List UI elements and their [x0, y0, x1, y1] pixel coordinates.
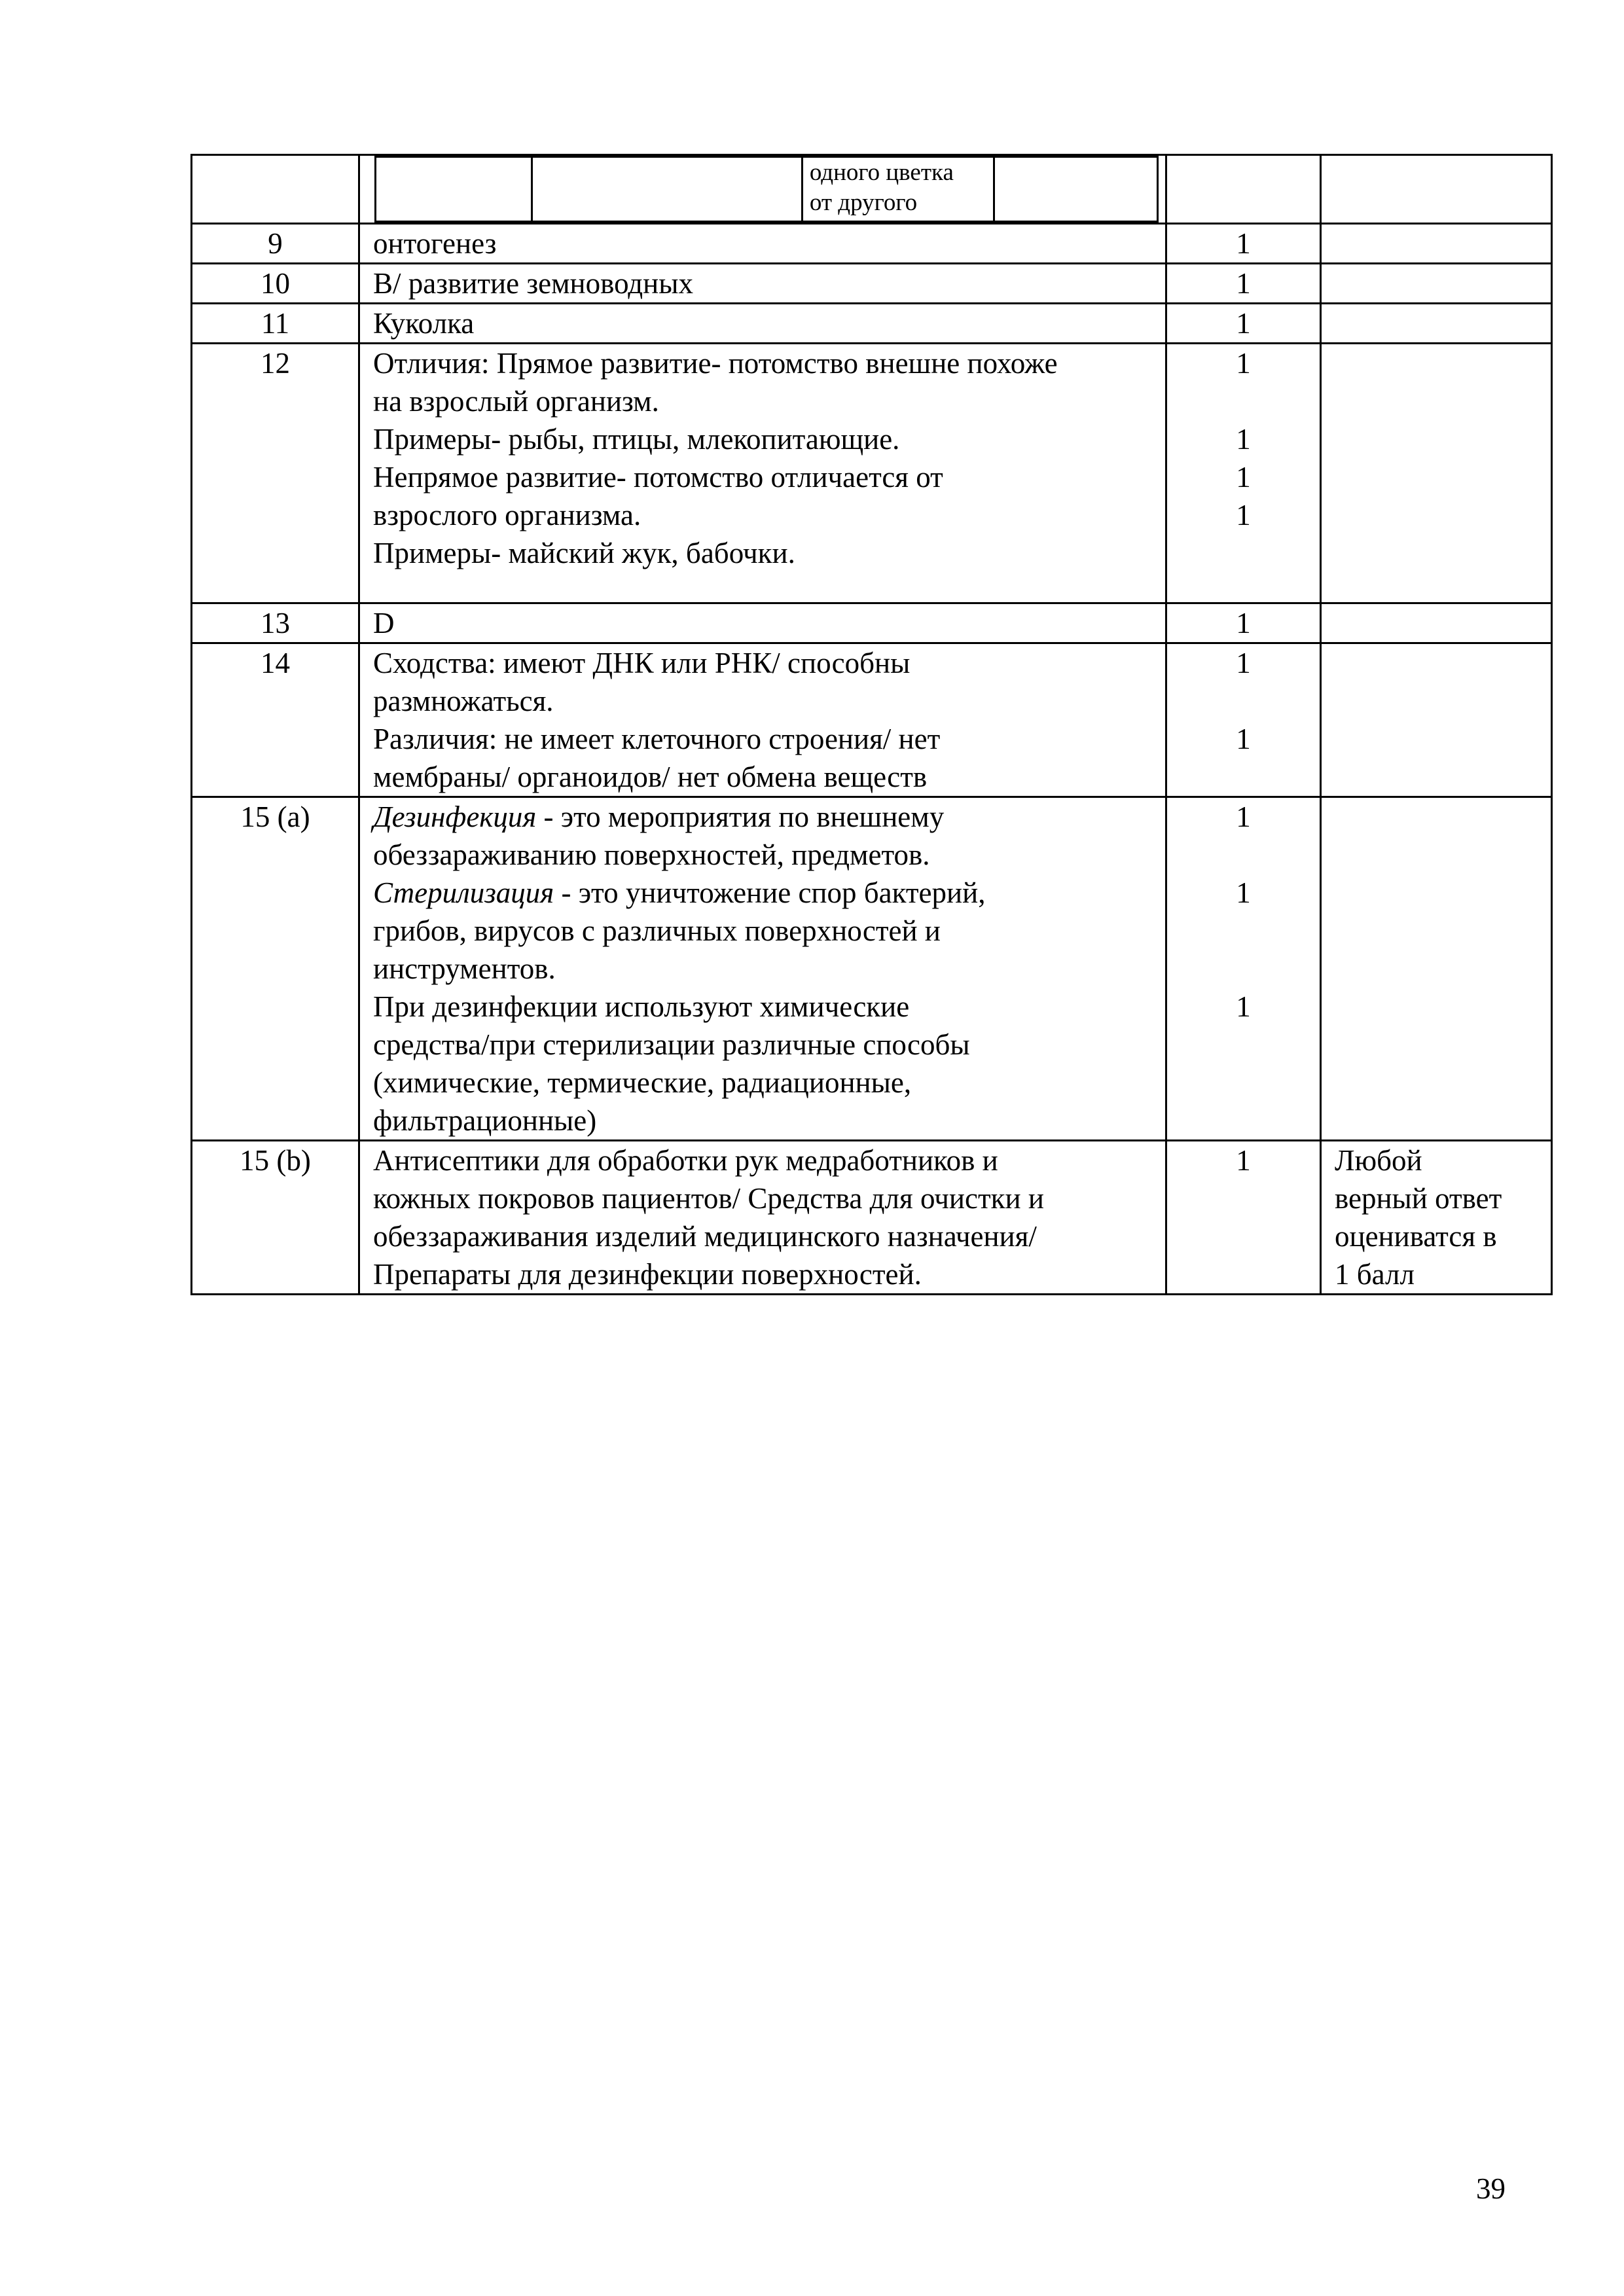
answer-line: онтогенез: [373, 227, 497, 260]
points-value: 1: [1236, 499, 1251, 531]
answer-key-table: [190, 154, 1553, 1295]
points-value: 1: [1236, 607, 1251, 639]
points-value: [1180, 1255, 1307, 1293]
note-cell: [1321, 155, 1552, 224]
answer-text-cell: [359, 264, 1166, 304]
answer-line: Непрямое развитие- потомство отличается от: [373, 461, 943, 493]
continuation-row: [192, 155, 1552, 224]
points-value: 1: [1236, 647, 1251, 679]
answer-line: фильтрационные): [373, 1104, 597, 1137]
points-value: [1180, 1217, 1307, 1255]
page-number: 39: [1476, 2172, 1506, 2205]
points-cell: [1166, 264, 1321, 304]
answer-row: [192, 603, 1552, 643]
question-number: 11: [192, 304, 359, 344]
points-cell: [1166, 224, 1321, 264]
answer-row: [192, 1141, 1552, 1295]
note-line: оцениватся в: [1335, 1220, 1497, 1253]
answer-line: Сходства: имеют ДНК или РНК/ способны: [373, 647, 911, 679]
points-value: [1180, 1064, 1307, 1102]
points-value: [1180, 836, 1307, 874]
answer-text-cell: [359, 224, 1166, 264]
answer-line: Примеры- майский жук, бабочки.: [373, 537, 795, 569]
points-value: 1: [1236, 461, 1251, 493]
points-value: 1: [1236, 723, 1251, 755]
points-cell: [1166, 1141, 1321, 1295]
points-value: 1: [1236, 267, 1251, 300]
points-value: 1: [1236, 800, 1251, 833]
question-number: 9: [192, 224, 359, 264]
answer-line: Куколка: [373, 307, 475, 340]
answer-line: Стерилизация - это уничтожение спор бактерий,: [373, 876, 986, 909]
points-cell: [1166, 643, 1321, 797]
points-value: 1: [1236, 347, 1251, 380]
answer-line: обеззараживания изделий медицинского назначения/: [373, 1220, 1037, 1253]
answer-line: инструментов.: [373, 952, 556, 985]
answer-cell: [359, 155, 1166, 224]
points-cell: [1166, 344, 1321, 603]
answer-line: В/ развитие земноводных: [373, 267, 693, 300]
answer-text-cell: [359, 643, 1166, 797]
term-italic: Стерилизация: [373, 876, 554, 909]
answer-line: средства/при стерилизации различные способы: [373, 1028, 970, 1061]
answer-row: [192, 264, 1552, 304]
answer-row: [192, 643, 1552, 797]
note-line: верный ответ: [1335, 1182, 1502, 1215]
answer-text-cell: [359, 304, 1166, 344]
points-value: 1: [1236, 990, 1251, 1023]
note-cell: [1321, 643, 1552, 797]
points-value: 1: [1236, 307, 1251, 340]
answer-line: кожных покровов пациентов/ Средства для очистки и: [373, 1182, 1044, 1215]
term-italic: Дезинфекция: [373, 800, 537, 833]
answer-text-cell: [359, 603, 1166, 643]
nested-cell: [802, 157, 994, 222]
answer-line: (химические, термические, радиационные,: [373, 1066, 912, 1099]
answer-line: D: [373, 607, 395, 639]
points-cell: [1166, 155, 1321, 224]
note-line: 1 балл: [1335, 1258, 1415, 1291]
answer-line: Дезинфекция - это мероприятия по внешнему: [373, 800, 945, 833]
note-cell: [1321, 1141, 1552, 1295]
points-value: 1: [1236, 227, 1251, 260]
answer-row: [192, 224, 1552, 264]
points-value: 1: [1236, 876, 1251, 909]
note-line: Любой: [1335, 1144, 1422, 1177]
answer-line: грибов, вирусов с различных поверхностей и: [373, 914, 941, 947]
answer-line: на взрослый организм.: [373, 385, 659, 418]
points-value: [1180, 682, 1307, 720]
question-number: 12: [192, 344, 359, 603]
note-cell: [1321, 304, 1552, 344]
nested-cell-line: от другого: [809, 189, 918, 216]
nested-cell: [376, 157, 532, 222]
nested-cell-line: одного цветка: [809, 159, 954, 186]
nested-table: [374, 156, 1159, 223]
points-value: [1180, 758, 1307, 796]
nested-cell: [994, 157, 1158, 222]
note-cell: [1321, 264, 1552, 304]
answer-line: Различия: не имеет клеточного строения/ нет: [373, 723, 941, 755]
nested-cell: [532, 157, 803, 222]
note-cell: [1321, 797, 1552, 1141]
answer-line: Антисептики для обработки рук медработников и: [373, 1144, 998, 1177]
question-number: 15 (a): [192, 797, 359, 1141]
answer-line: мембраны/ органоидов/ нет обмена веществ: [373, 761, 928, 793]
answer-line: взрослого организма.: [373, 499, 641, 531]
answer-line: Отличия: Прямое развитие- потомство внешне похоже: [373, 347, 1058, 380]
answer-row: [192, 344, 1552, 603]
note-cell: [1321, 224, 1552, 264]
note-cell: [1321, 344, 1552, 603]
points-value: [1180, 1026, 1307, 1064]
points-value: [1180, 1102, 1307, 1139]
points-value: [1180, 1179, 1307, 1217]
answer-line: размножаться.: [373, 685, 554, 717]
points-value: 1: [1236, 1144, 1251, 1177]
points-cell: [1166, 603, 1321, 643]
answer-text-cell: [359, 1141, 1166, 1295]
question-number: 15 (b): [192, 1141, 359, 1295]
answer-text-cell: [359, 797, 1166, 1141]
points-value: [1180, 950, 1307, 988]
answer-row: [192, 797, 1552, 1141]
answer-line: Препараты для дезинфекции поверхностей.: [373, 1258, 922, 1291]
question-number: 13: [192, 603, 359, 643]
answer-line: Примеры- рыбы, птицы, млекопитающие.: [373, 423, 900, 456]
points-value: 1: [1236, 423, 1251, 456]
answer-line: При дезинфекции используют химические: [373, 990, 910, 1023]
points-value: [1180, 534, 1307, 572]
points-value: [1180, 912, 1307, 950]
note-cell: [1321, 603, 1552, 643]
points-cell: [1166, 797, 1321, 1141]
answer-line: обеззараживанию поверхностей, предметов.: [373, 838, 930, 871]
question-number: 10: [192, 264, 359, 304]
question-number: 14: [192, 643, 359, 797]
answer-text-cell: [359, 344, 1166, 603]
row-number-cell: [192, 155, 359, 224]
answer-row: [192, 304, 1552, 344]
points-cell: [1166, 304, 1321, 344]
points-value: [1180, 382, 1307, 420]
